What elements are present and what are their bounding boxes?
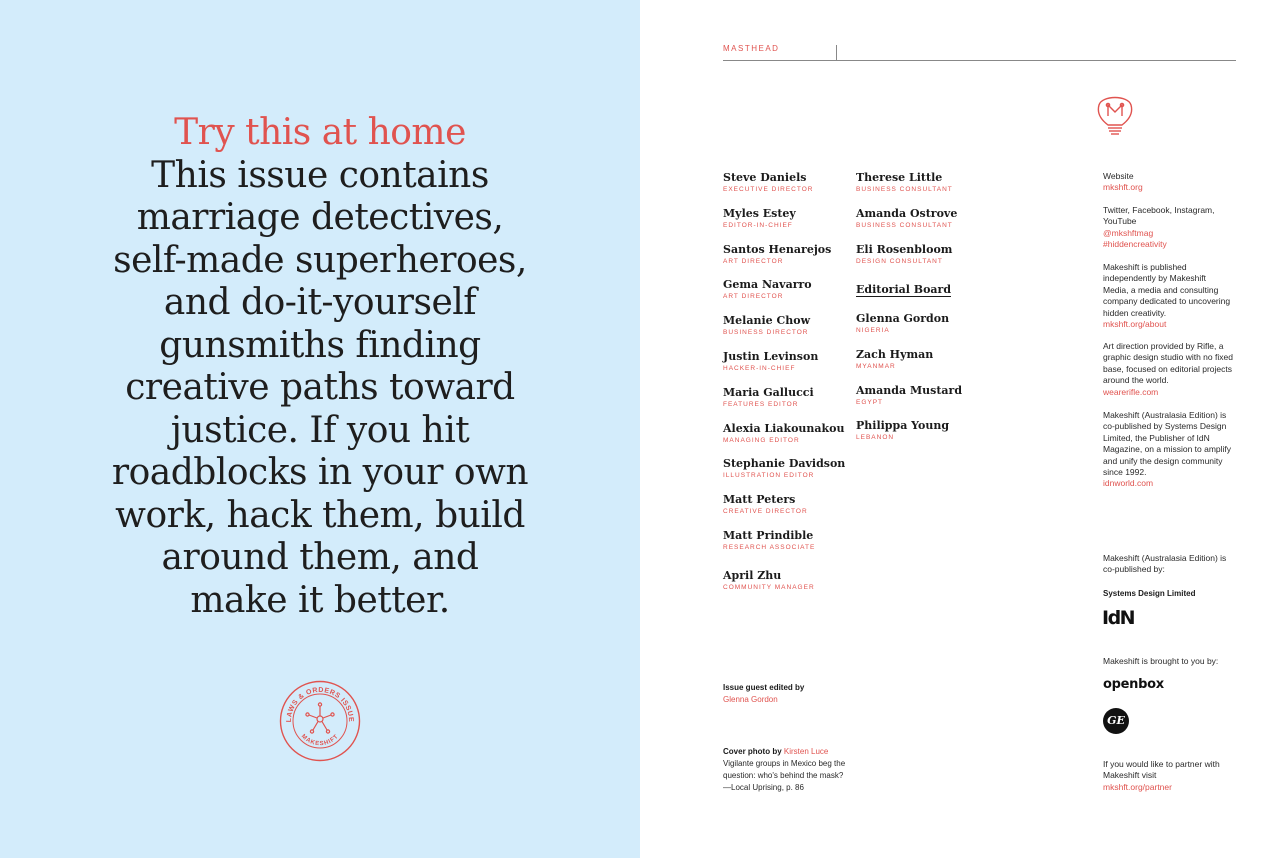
staff-role: BUSINESS DIRECTOR [723, 329, 809, 337]
copub-text: Makeshift (Australasia Edition) is co-published by: [1103, 553, 1227, 575]
staff-name: Steve Daniels [723, 171, 807, 184]
svg-text:LAWS & ORDERS ISSUE [286, 687, 354, 723]
staff-role: NIGERIA [856, 327, 890, 334]
staff-entry [723, 313, 853, 349]
masthead-label: MASTHEAD [723, 44, 780, 53]
staff-role: COMMUNITY MANAGER [723, 583, 815, 591]
masthead-tick [836, 45, 837, 61]
art-link[interactable]: wearerifle.com [1103, 386, 1159, 397]
staff-name: Stephanie Davidson [723, 457, 846, 471]
staff-role: EGYPT [856, 398, 884, 406]
website-link[interactable]: mkshft.org [1103, 182, 1143, 193]
staff-role: RESEARCH ASSOCIATE [723, 543, 816, 551]
staff-entry [723, 568, 853, 604]
cover-caption: Vigilante groups in Mexico beg the question: who's behind the mask? [723, 759, 846, 780]
hero-body: This issue contains marriage detectives, self-made superheroes, and do-it-yourself gunsmiths finding creative paths toward justice. If you hit roadblocks in your own work, hack them, build around them, and make it better. [111, 154, 529, 621]
staff-entry [723, 206, 853, 242]
staff-role: EXECUTIVE DIRECTOR [723, 186, 814, 193]
staff-column-2 [856, 170, 986, 277]
guest-editor-credit [723, 682, 863, 706]
staff-name: Eli Rosenbloom [856, 242, 953, 256]
staff-role: FEATURES EDITOR [723, 400, 799, 408]
staff-name: Santos Henarejos [723, 242, 832, 256]
lightbulb-logo-icon [1096, 92, 1134, 140]
hero-accent: Try this at home [174, 112, 466, 153]
staff-entry [723, 456, 853, 492]
staff-role: DESIGN CONSULTANT [856, 257, 943, 265]
about-block [1103, 262, 1233, 330]
staff-name: Maria Gallucci [723, 385, 814, 399]
art-block [1103, 341, 1233, 398]
masthead-rule [723, 60, 1236, 61]
guest-label: Issue guest edited by [723, 683, 805, 692]
staff-name: Justin Levinson [723, 349, 819, 363]
staff-name: Matt Prindible [723, 528, 814, 542]
social-block [1103, 205, 1233, 251]
australasia-block [1103, 410, 1233, 490]
staff-entry [723, 528, 853, 564]
staff-role: HACKER-IN-CHIEF [723, 364, 796, 372]
about-text: Makeshift is published independently by Makeshift Media, a media and consulting company dedicated to uncovering hidden creativity. [1103, 262, 1231, 318]
website-label: Website [1103, 171, 1134, 181]
cover-label: Cover photo by [723, 747, 782, 756]
idn-logo: IdN [1102, 607, 1135, 629]
staff-entry [723, 421, 853, 457]
social-label: Twitter, Facebook, Instagram, YouTube [1103, 205, 1215, 227]
guest-name[interactable]: Glenna Gordon [723, 695, 778, 704]
badge-top-text: LAWS & ORDERS ISSUE [285, 686, 355, 723]
about-link[interactable]: mkshft.org/about [1103, 319, 1167, 330]
staff-name: Myles Estey [723, 206, 796, 220]
partner-link[interactable]: mkshft.org/partner [1103, 781, 1172, 792]
cover-photographer[interactable]: Kirsten Luce [783, 747, 829, 756]
brought-text: Makeshift is brought to you by: [1103, 656, 1219, 666]
social-handle[interactable]: @mkshftmag [1103, 227, 1154, 238]
staff-name: Therese Little [856, 171, 943, 184]
staff-role: BUSINESS CONSULTANT [856, 221, 953, 229]
staff-name: April Zhu [723, 568, 782, 582]
staff-name: Alexia Liakounakou [723, 421, 845, 435]
cover-credit [723, 746, 858, 794]
copub-block [1103, 553, 1233, 576]
hero-text [110, 112, 530, 622]
staff-name: Gema Navarro [723, 278, 812, 292]
staff-entry [856, 383, 986, 419]
editorial-board-title: Editorial Board [856, 283, 952, 296]
staff-name: Amanda Mustard [856, 383, 963, 397]
staff-entry [723, 349, 853, 385]
staff-entry [723, 170, 853, 206]
staff-name: Amanda Ostrove [856, 206, 958, 220]
australasia-text: Makeshift (Australasia Edition) is co-published by Systems Design Limited, the Publisher of IdN Magazine, on a mission to amplify and unify the design community since 1992. [1103, 410, 1232, 478]
partner-block [1103, 759, 1233, 793]
cover-ref: —Local Uprising, p. 86 [723, 783, 804, 792]
laws-orders-badge-icon [279, 680, 361, 762]
website-block [1103, 171, 1233, 194]
staff-entry [723, 385, 853, 421]
staff-entry [723, 277, 853, 313]
staff-role: LEBANON [856, 434, 895, 442]
editorial-board [856, 280, 986, 454]
staff-entry [723, 492, 853, 528]
staff-role: MYANMAR [856, 362, 896, 370]
svg-text:MAKESHIFT [300, 734, 340, 748]
staff-role: ILLUSTRATION EDITOR [723, 472, 815, 480]
ge-logo: GE [1103, 708, 1129, 734]
staff-role: CREATIVE DIRECTOR [723, 508, 808, 516]
staff-entry [856, 347, 986, 383]
staff-role: EDITOR-IN-CHIEF [723, 221, 793, 229]
staff-role: ART DIRECTOR [723, 257, 784, 265]
staff-entry [856, 418, 986, 454]
sdl-name: Systems Design Limited [1103, 589, 1196, 598]
australasia-link[interactable]: idnworld.com [1103, 478, 1154, 489]
staff-entry [856, 242, 986, 278]
staff-name: Melanie Chow [723, 314, 811, 328]
staff-entry [856, 170, 986, 206]
staff-entry [723, 242, 853, 278]
staff-column-1 [723, 170, 853, 604]
staff-entry [856, 311, 986, 347]
staff-role: ART DIRECTOR [723, 293, 784, 301]
badge-bottom-text: MAKESHIFT [299, 733, 341, 748]
partner-text: If you would like to partner with Makeshift visit [1103, 759, 1220, 781]
staff-name: Matt Peters [723, 493, 796, 507]
staff-name: Zach Hyman [856, 347, 934, 361]
staff-entry [856, 206, 986, 242]
social-hashtag[interactable]: #hiddencreativity [1103, 239, 1167, 250]
staff-role: BUSINESS CONSULTANT [856, 186, 953, 193]
staff-role: MANAGING EDITOR [723, 436, 800, 444]
staff-name: Glenna Gordon [856, 312, 950, 325]
staff-name: Philippa Young [856, 419, 950, 433]
art-text: Art direction provided by Rifle, a graphic design studio with no fixed base, focused on editorial projects around the world. [1103, 341, 1233, 386]
openbox-logo: openbox [1103, 677, 1164, 692]
